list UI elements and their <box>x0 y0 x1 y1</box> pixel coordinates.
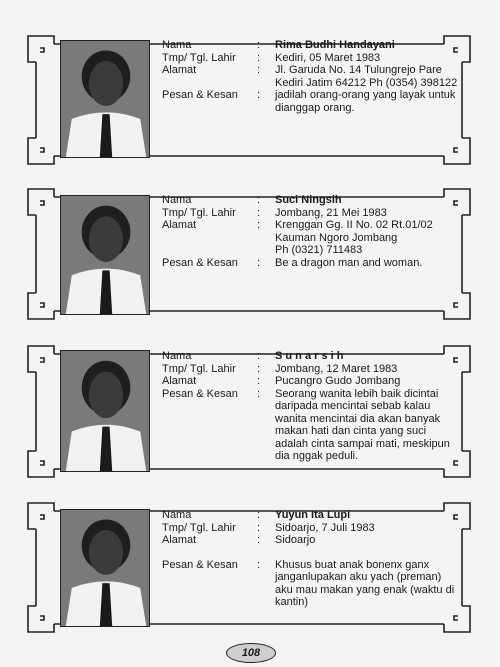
profile-info: Nama : Yuyun Ita Lupi Tmp/ Tgl. Lahir : Sidoarjo, 7 Juli 1983 Alamat : Sidoarjo Pesan & Kesan : Khusus buat anak bonenx ganx janganlupakan aku yach (preman) aku mau makan yang enak (waktu di kantin) <box>162 509 468 609</box>
label-pesan-kesan: Pesan & Kesan <box>162 558 238 571</box>
profile-info: Nama : Rima Budhi Handayani Tmp/ Tgl. Lahir : Kediri, 05 Maret 1983 Alamat : Jl. Garuda No. 14 Tulungrejo Pare Kediri Jatim 64212 Ph (0354) 398122 Pesan & Kesan : jadilah orang-orang yang layak untuk dianggap orang. <box>162 39 468 114</box>
value-alamat: Sidoarjo <box>275 534 316 546</box>
value-alamat: Jl. Garuda No. 14 Tulungrejo Pare Kediri Jatim 64212 Ph (0354) 398122 <box>275 64 458 89</box>
label-tmp-tgl-lahir: Tmp/ Tgl. Lahir <box>162 206 236 219</box>
value-alamat: Pucangro Gudo Jombang <box>275 375 401 387</box>
profile-photo <box>60 195 150 315</box>
value-nama: Suci Ningsih <box>275 194 342 206</box>
value-pesan-kesan: Khusus buat anak bonenx ganx janganlupakan aku yach (preman) aku mau makan yang enak (waktu di kantin) <box>275 558 455 608</box>
profile-info: Nama : S u n a r s i h Tmp/ Tgl. Lahir : Jombang, 12 Maret 1983 Alamat : Pucangro Gudo Jombang Pesan & Kesan : Seorang wanita lebih baik dicintai daripada mencintai sebab kalau wanita mencintai dia akan banyak makan hati dan cinta yang suci adalah cinta sampai mati, meskipun dia nggak peduli. <box>162 350 468 463</box>
face-shape <box>89 530 123 575</box>
profile-photo <box>60 40 150 158</box>
label-pesan-kesan: Pesan & Kesan <box>162 387 238 400</box>
label-nama: Nama <box>162 39 192 51</box>
profile-card-4 <box>22 497 476 638</box>
value-pesan-kesan: jadilah orang-orang yang layak untuk dianggap orang. <box>275 89 456 114</box>
label-pesan-kesan: Pesan & Kesan <box>162 256 238 269</box>
label-nama: Nama <box>162 509 192 521</box>
profile-info: Nama : Suci Ningsih Tmp/ Tgl. Lahir : Jombang, 21 Mei 1983 Alamat : Krenggan Gg. II No. 02 Rt.01/02 Kauman Ngoro Jombang Ph (0321) 711483 Pesan & Kesan : Be a dragon man and woman. <box>162 194 468 269</box>
value-pesan-kesan: Be a dragon man and woman. <box>275 256 423 269</box>
label-tmp-tgl-lahir: Tmp/ Tgl. Lahir <box>162 51 236 64</box>
profile-card-1 <box>22 30 476 170</box>
face-shape <box>89 372 123 418</box>
label-tmp-tgl-lahir: Tmp/ Tgl. Lahir <box>162 362 236 375</box>
value-tmp-tgl-lahir: Jombang, 12 Maret 1983 <box>275 362 398 375</box>
face-shape <box>89 216 123 262</box>
value-nama: Rima Budhi Handayani <box>275 39 395 51</box>
label-nama: Nama <box>162 194 192 206</box>
value-tmp-tgl-lahir: Jombang, 21 Mei 1983 <box>275 206 387 219</box>
label-alamat: Alamat <box>162 375 197 387</box>
profile-photo <box>60 350 150 472</box>
value-tmp-tgl-lahir: Sidoarjo, 7 Juli 1983 <box>275 521 375 534</box>
value-nama: S u n a r s i h <box>275 350 344 362</box>
value-nama: Yuyun Ita Lupi <box>275 509 351 521</box>
label-alamat: Alamat <box>162 64 197 76</box>
label-alamat: Alamat <box>162 534 197 546</box>
label-alamat: Alamat <box>162 219 197 231</box>
value-alamat: Krenggan Gg. II No. 02 Rt.01/02 Kauman Ngoro Jombang Ph (0321) 711483 <box>275 219 433 256</box>
page-number: 108 <box>226 643 276 663</box>
face-shape <box>89 61 123 106</box>
profile-card-3 <box>22 340 476 483</box>
value-pesan-kesan: Seorang wanita lebih baik dicintai daripada mencintai sebab kalau wanita mencintai dia akan banyak makan hati dan cinta yang suci adalah cinta sampai mati, meskipun dia nggak peduli. <box>275 387 450 462</box>
label-tmp-tgl-lahir: Tmp/ Tgl. Lahir <box>162 521 236 534</box>
value-tmp-tgl-lahir: Kediri, 05 Maret 1983 <box>275 51 381 64</box>
profile-card-2 <box>22 183 476 325</box>
label-pesan-kesan: Pesan & Kesan <box>162 89 238 101</box>
label-nama: Nama <box>162 350 192 362</box>
profile-photo <box>60 509 150 627</box>
